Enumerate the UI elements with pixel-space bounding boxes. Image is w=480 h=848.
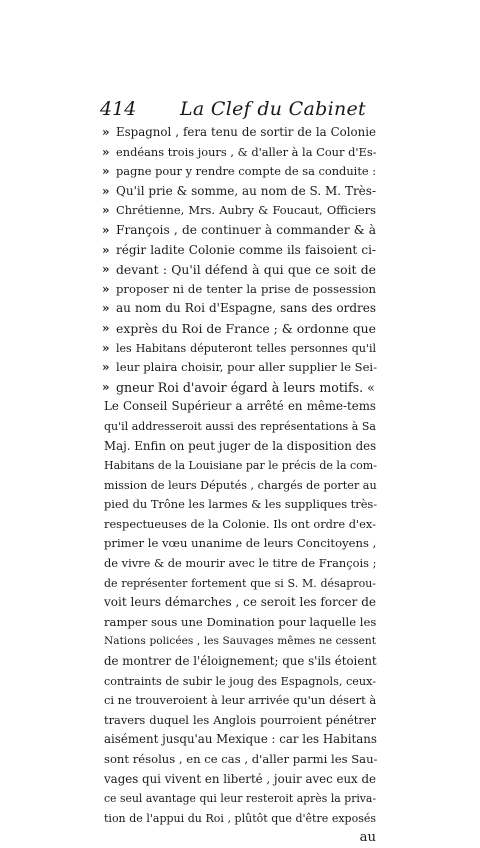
quotation-mark: » xyxy=(102,144,110,159)
quotation-mark: » xyxy=(102,242,110,257)
line-text: vages qui vivent en liberté , jouir avec eux de xyxy=(104,771,376,786)
line-text: voit leurs démarches , ce seroit les forcer de xyxy=(104,595,376,610)
line-text: travers duquel les Anglois pourroient pénétrer xyxy=(104,712,376,727)
text-line xyxy=(104,652,376,672)
page-number: 414 xyxy=(100,98,137,120)
line-text: pagne pour y rendre compte de sa conduite : xyxy=(116,164,377,179)
line-text: Le Conseil Supérieur a arrêté en même-tems xyxy=(104,399,376,414)
text-line xyxy=(104,143,376,163)
line-text: au nom du Roi d'Espagne, sans des ordres xyxy=(116,301,376,316)
line-text: respectueuses de la Colonie. Ils ont ordre d'ex- xyxy=(104,516,376,531)
text-line xyxy=(104,417,376,437)
text-line xyxy=(104,280,376,300)
line-text: Maj. Enfin on peut juger de la disposition des xyxy=(104,438,377,453)
quotation-mark: » xyxy=(102,301,110,316)
text-line xyxy=(104,319,376,339)
line-text: qu'il addresseroit aussi des représentations à Sa xyxy=(104,419,376,433)
quotation-mark: » xyxy=(102,360,110,375)
text-line xyxy=(104,534,376,554)
quotation-mark: » xyxy=(102,203,110,218)
text-line xyxy=(104,358,376,378)
line-text: Qu'il prie & somme, au nom de S. M. Très- xyxy=(116,183,376,198)
line-text: leur plaira choisir, pour aller supplier le Sei- xyxy=(116,360,378,375)
line-text: primer le vœu unanime de leurs Concitoyens , xyxy=(104,536,377,551)
text-line xyxy=(104,770,376,790)
text-line xyxy=(104,809,376,829)
text-line xyxy=(104,515,376,535)
line-text: de vivre & de mourir avec le titre de François ; xyxy=(104,556,377,571)
line-text: Chrétienne, Mrs. Aubry & Foucaut, Officiers xyxy=(116,203,376,218)
quotation-mark: » xyxy=(102,222,110,237)
text-line xyxy=(104,691,376,711)
text-line xyxy=(104,750,376,770)
text-line xyxy=(104,574,376,594)
text-line xyxy=(104,613,376,633)
line-text: pied du Trône les larmes & les suppliques très- xyxy=(104,497,378,512)
text-line xyxy=(104,789,376,809)
text-line xyxy=(104,123,376,143)
line-text: aisément jusqu'au Mexique : car les Habitans xyxy=(104,732,377,747)
line-text: exprès du Roi de France ; & ordonne que xyxy=(116,320,376,336)
text-line xyxy=(104,378,376,398)
running-head: La Clef du Cabinet xyxy=(180,98,366,120)
line-text: endéans trois jours , & d'aller à la Cour d'Es- xyxy=(116,144,377,159)
text-line xyxy=(104,476,376,496)
line-text: contraints de subir le joug des Espagnols, ceux- xyxy=(104,674,376,688)
line-text: ce seul avantage qui leur resteroit après la priva- xyxy=(104,792,376,806)
text-line xyxy=(104,711,376,731)
line-text: sont résolus , en ce cas , d'aller parmi les Sau- xyxy=(104,752,378,766)
line-text: les Habitans députeront telles personnes qu'il xyxy=(116,341,376,355)
text-line xyxy=(104,397,376,417)
line-text: François , de continuer à commander & à xyxy=(116,222,376,237)
line-text: de montrer de l'éloignement; que s'ils étoient xyxy=(104,654,377,669)
text-line xyxy=(104,221,376,241)
text-line xyxy=(104,241,376,261)
quotation-mark: » xyxy=(102,164,110,179)
text-line xyxy=(104,162,376,182)
text-line xyxy=(104,672,376,692)
quotation-mark: » xyxy=(102,183,110,198)
text-line xyxy=(104,260,376,280)
line-text: tion de l'appui du Roi , plûtôt que d'être exposés xyxy=(104,811,376,825)
line-text: ci ne trouveroient à leur arrivée qu'un désert à xyxy=(104,693,377,708)
text-line xyxy=(104,201,376,221)
line-text: Habitans de la Louisiane par le précis de la com- xyxy=(104,459,377,473)
text-line xyxy=(104,437,376,457)
line-text: devant : Qu'il défend à qui que ce soit de xyxy=(116,262,376,278)
line-text: régir ladite Colonie comme ils faisoient ci- xyxy=(116,242,376,257)
page-header xyxy=(100,98,380,120)
quotation-mark: » xyxy=(102,320,110,335)
quotation-mark: » xyxy=(102,262,110,277)
body-text xyxy=(104,123,376,848)
text-line xyxy=(104,339,376,359)
text-line xyxy=(104,495,376,515)
line-text: ramper sous une Domination pour laquelle les xyxy=(104,614,377,629)
text-line xyxy=(104,632,376,652)
quotation-mark: » xyxy=(102,125,110,139)
line-text: proposer ni de tenter la prise de possession xyxy=(116,281,376,296)
text-line xyxy=(104,299,376,319)
text-line xyxy=(104,182,376,202)
line-text: Nations policées , les Sauvages mêmes ne cessent xyxy=(104,635,376,648)
quotation-mark: » xyxy=(102,379,110,394)
catchword-line xyxy=(104,828,376,848)
line-text: Espagnol , fera tenu de sortir de la Colonie xyxy=(116,125,376,139)
catchword: au xyxy=(359,830,376,846)
quotation-mark: » xyxy=(102,340,110,355)
text-line xyxy=(104,593,376,613)
text-line xyxy=(104,554,376,574)
line-text: mission de leurs Députés , chargés de porter au xyxy=(104,478,377,492)
line-text: gneur Roi d'avoir égard à leurs motifs. « xyxy=(116,379,375,395)
text-line xyxy=(104,730,376,750)
text-line xyxy=(104,456,376,476)
quotation-mark: » xyxy=(102,281,110,296)
line-text: de représenter fortement que si S. M. désaprou- xyxy=(104,576,376,590)
